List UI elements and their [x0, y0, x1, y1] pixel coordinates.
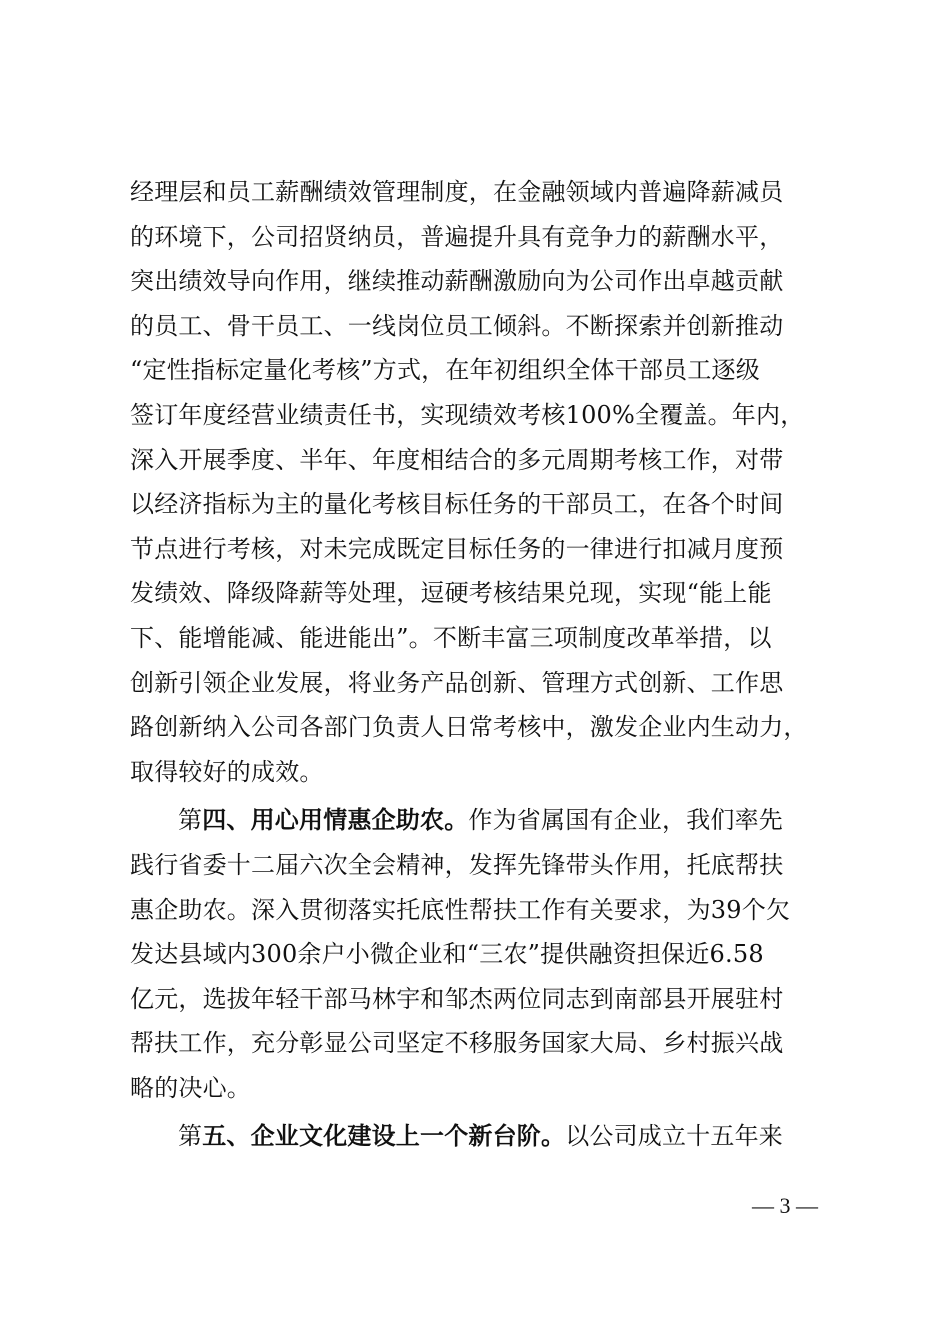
paragraph-compensation: [130, 170, 822, 794]
section-four-first-line: [130, 798, 822, 843]
text-line: 的员工、骨干员工、一线岗位员工倾斜。不断探索并创新推动: [130, 311, 784, 340]
section-five-first-line: [130, 1114, 822, 1159]
text-line: 经理层和员工薪酬绩效管理制度，在金融领域内普遍降薪减员: [130, 178, 784, 206]
paragraph-section-five: [130, 1114, 822, 1159]
text-line: 惠企助农。深入贯彻落实托底性帮扶工作有关要求，为39个欠: [130, 895, 791, 924]
text-line: 践行省委十二届六次全会精神，发挥先锋带头作用，托底帮扶: [130, 850, 784, 879]
text-line: 亿元，选拔年轻干部马林宇和邹杰两位同志到南部县开展驻村: [130, 984, 784, 1013]
text-line: 的环境下，公司招贤纳员，普遍提升具有竞争力的薪酬水平，: [130, 222, 784, 251]
text-line: 略的决心。: [130, 1073, 251, 1102]
text-line: 突出绩效导向作用，继续推动薪酬激励向为公司作出卓越贡献: [130, 267, 784, 296]
page-number: — 3 —: [752, 1193, 818, 1218]
text-line: 发绩效、降级降薪等处理，逗硬考核结果兑现，实现“能上能: [130, 579, 772, 608]
document-body: [130, 170, 822, 1159]
section-four-heading: 四、用心用情惠企助农。: [202, 805, 469, 835]
section-five-lead: 以公司成立十五年来: [565, 1122, 784, 1151]
text-line: 帮扶工作，充分彰显公司坚定不移服务国家大局、乡村振兴战: [130, 1029, 784, 1058]
text-line: “定性指标定量化考核”方式，在年初组织全体干部员工逐级: [130, 356, 760, 385]
text-line: 路创新纳入公司各部门负责人日常考核中，激发企业内生动力，: [130, 713, 808, 742]
text-line: 深入开展季度、半年、年度相结合的多元周期考核工作，对带: [130, 445, 784, 474]
section-five-heading: 五、企业文化建设上一个新台阶。: [202, 1121, 566, 1151]
text-line: 签订年度经营业绩责任书，实现绩效考核100%全覆盖。年内，: [130, 400, 805, 429]
section-prefix: 第: [178, 806, 203, 835]
text-line: 下、能增能减、能进能出”。不断丰富三项制度改革举措，以: [130, 623, 772, 652]
text-line: 取得较好的成效。: [130, 757, 324, 786]
section-prefix: 第: [178, 1122, 203, 1151]
section-four-lead: 作为省属国有企业，我们率先: [468, 806, 784, 835]
text-line: 以经济指标为主的量化考核目标任务的干部员工，在各个时间: [130, 490, 784, 519]
paragraph-section-four: [130, 798, 822, 1110]
text-line: 节点进行考核，对未完成既定目标任务的一律进行扣减月度预: [130, 534, 784, 563]
text-line: 发达县域内300余户小微企业和“三农”提供融资担保近6.58: [130, 940, 764, 969]
text-line: 创新引领企业发展，将业务产品创新、管理方式创新、工作思: [130, 668, 784, 697]
